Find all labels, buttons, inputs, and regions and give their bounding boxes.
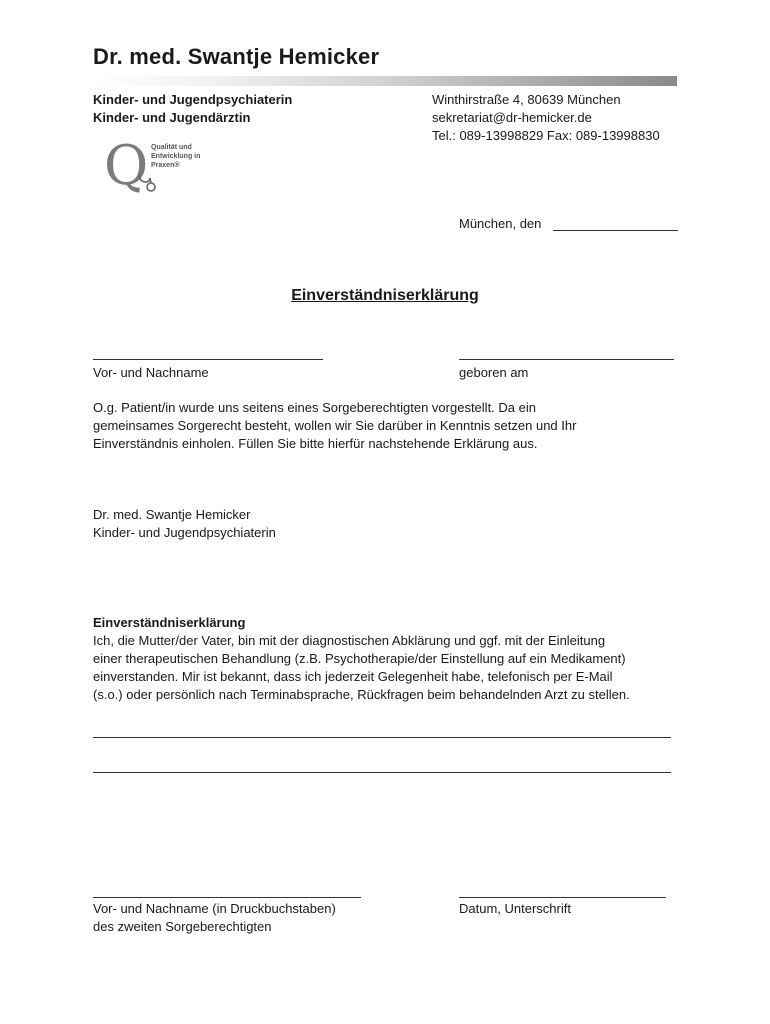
signature-doctor-name: Dr. med. Swantje Hemicker (93, 507, 251, 522)
consent-line-3: einverstanden. Mir ist bekannt, dass ich jederzeit Gelegenheit habe, telefonisch per E-Mail (93, 669, 613, 684)
guardian-name-label-line2: des zweiten Sorgeberechtigten (93, 919, 272, 934)
doctor-name-title: Dr. med. Swantje Hemicker (93, 44, 380, 69)
date-signature-label: Datum, Unterschrift (459, 901, 571, 916)
specialty-pediatrics: Kinder- und Jugendärztin (93, 110, 251, 125)
stethoscope-icon (136, 172, 158, 194)
consent-line-1: Ich, die Mutter/der Vater, bin mit der diagnostischen Abklärung und ggf. mit der Einleitung (93, 633, 606, 648)
consent-line-2: einer therapeutischen Behandlung (z.B. Psychotherapie/der Einstellung auf ein Medikament) (93, 651, 626, 666)
date-signature-field-line[interactable] (459, 897, 666, 898)
practice-email: sekretariat@dr-hemicker.de (432, 110, 592, 125)
practice-phone-fax: Tel.: 089-13998829 Fax: 089-13998830 (432, 128, 660, 143)
birthdate-label: geboren am (459, 365, 529, 380)
intro-line-3: Einverständnis einholen. Füllen Sie bitte hierfür nachstehende Erklärung aus. (93, 436, 538, 451)
intro-line-2: gemeinsames Sorgerecht besteht, wollen wir Sie darüber in Kenntnis setzen und Ihr (93, 418, 577, 433)
date-label: München, den (459, 216, 542, 231)
guardian-name-label (93, 900, 336, 936)
guardian-name-field-line[interactable] (93, 897, 361, 898)
qep-logo-text-line2: Entwicklung in (151, 153, 201, 160)
date-field-line[interactable] (553, 230, 678, 231)
comment-line-1[interactable] (93, 737, 671, 738)
intro-line-1: O.g. Patient/in wurde uns seitens eines Sorgeberechtigten vorgestellt. Da ein (93, 400, 536, 415)
comment-line-2[interactable] (93, 772, 671, 773)
birthdate-field-line[interactable] (459, 359, 674, 360)
consent-line-4: (s.o.) oder persönlich nach Terminabsprache, Rückfragen beim behandelnden Arzt zu stellen. (93, 687, 630, 702)
document-heading: Einverständniserklärung (291, 287, 479, 304)
qep-logo-letter: Q (104, 134, 149, 197)
specialty-psychiatry: Kinder- und Jugendpsychiaterin (93, 92, 293, 107)
patient-name-label: Vor- und Nachname (93, 365, 209, 380)
consent-heading: Einverständniserklärung (93, 615, 246, 630)
practice-address: Winthirstraße 4, 80639 München (432, 92, 621, 107)
qep-logo-text (151, 143, 211, 170)
header-gradient-bar (93, 76, 677, 86)
qep-logo-text-line1: Qualität und (151, 144, 192, 151)
guardian-name-label-line1: Vor- und Nachname (in Druckbuchstaben) (93, 901, 336, 916)
patient-name-field-line[interactable] (93, 359, 323, 360)
consent-section (93, 614, 693, 704)
doctor-signature-block (93, 506, 693, 542)
qep-logo-text-line3: Praxen® (151, 162, 180, 169)
intro-paragraph (93, 399, 693, 453)
signature-doctor-role: Kinder- und Jugendpsychiaterin (93, 525, 276, 540)
